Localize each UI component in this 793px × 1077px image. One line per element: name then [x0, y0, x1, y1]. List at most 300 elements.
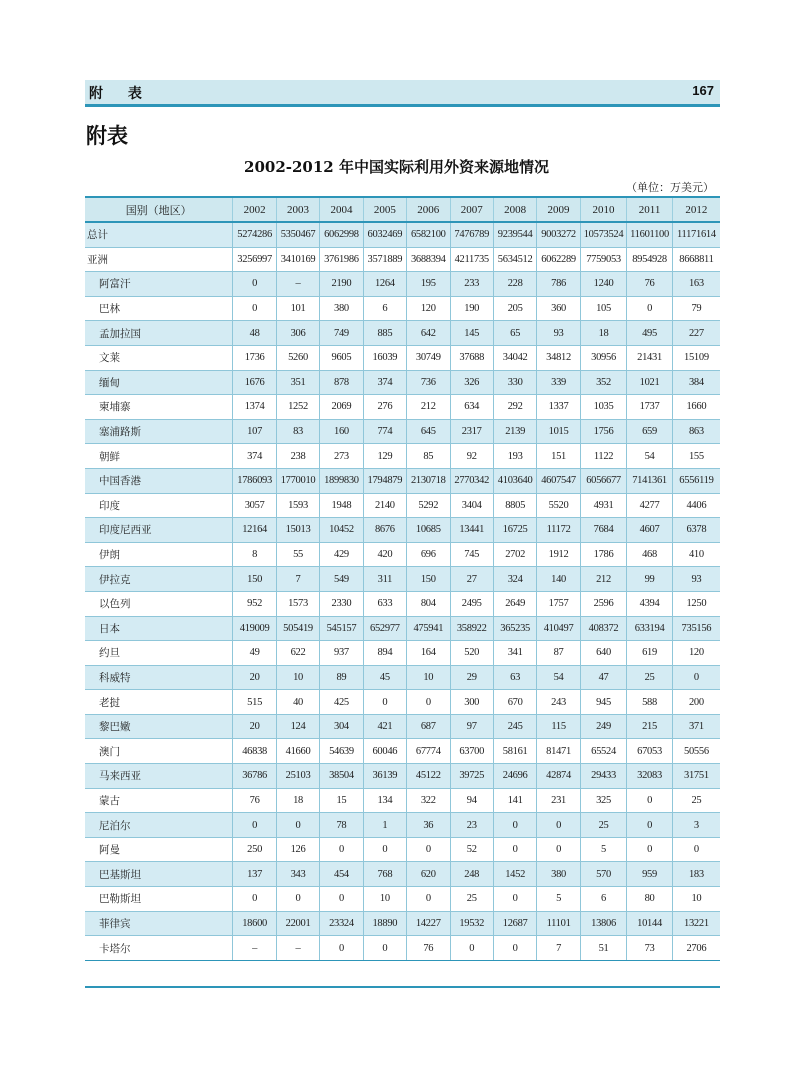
value-cell: 0: [407, 690, 450, 715]
region-name-cell: 朝鲜: [85, 444, 233, 469]
table-row: [85, 321, 720, 346]
value-cell: 6582100: [407, 222, 450, 247]
value-cell: 48: [233, 321, 276, 346]
value-cell: 429: [320, 542, 363, 567]
value-cell: 150: [233, 567, 276, 592]
value-cell: 0: [233, 887, 276, 912]
value-cell: 380: [537, 862, 580, 887]
value-cell: 245: [493, 714, 536, 739]
value-cell: 22001: [276, 911, 319, 936]
value-cell: 25: [450, 887, 493, 912]
value-cell: 36139: [363, 764, 406, 789]
value-cell: 38504: [320, 764, 363, 789]
table-row: [85, 911, 720, 936]
value-cell: 0: [363, 837, 406, 862]
value-cell: 633194: [627, 616, 673, 641]
column-header-year: 2009: [537, 197, 580, 222]
value-cell: 1015: [537, 419, 580, 444]
value-cell: 4607: [627, 518, 673, 543]
region-name-cell: 伊拉克: [85, 567, 233, 592]
table-row: [85, 714, 720, 739]
value-cell: 16039: [363, 345, 406, 370]
value-cell: 160: [320, 419, 363, 444]
value-cell: 215: [627, 714, 673, 739]
value-cell: 3057: [233, 493, 276, 518]
value-cell: 863: [672, 419, 720, 444]
value-cell: 687: [407, 714, 450, 739]
value-cell: 67774: [407, 739, 450, 764]
value-cell: 45122: [407, 764, 450, 789]
value-cell: 2596: [580, 591, 627, 616]
value-cell: 80: [627, 887, 673, 912]
value-cell: 622: [276, 641, 319, 666]
value-cell: 878: [320, 370, 363, 395]
value-cell: 20: [233, 714, 276, 739]
region-name-cell: 巴勒斯坦: [85, 887, 233, 912]
value-cell: 0: [537, 837, 580, 862]
value-cell: 34042: [493, 345, 536, 370]
value-cell: 101: [276, 296, 319, 321]
value-cell: 10: [672, 887, 720, 912]
value-cell: 1737: [627, 395, 673, 420]
value-cell: 351: [276, 370, 319, 395]
value-cell: 1035: [580, 395, 627, 420]
column-header-year: 2010: [580, 197, 627, 222]
value-cell: 1593: [276, 493, 319, 518]
value-cell: 1786093: [233, 468, 276, 493]
value-cell: 4103640: [493, 468, 536, 493]
table-row: [85, 665, 720, 690]
value-cell: 151: [537, 444, 580, 469]
value-cell: 1786: [580, 542, 627, 567]
value-cell: 410497: [537, 616, 580, 641]
value-cell: 1676: [233, 370, 276, 395]
table-row: [85, 690, 720, 715]
value-cell: 454: [320, 862, 363, 887]
value-cell: 54: [537, 665, 580, 690]
table-row: [85, 222, 720, 247]
value-cell: 0: [672, 665, 720, 690]
value-cell: 5350467: [276, 222, 319, 247]
region-name-cell: 日本: [85, 616, 233, 641]
value-cell: 13221: [672, 911, 720, 936]
value-cell: 141: [493, 788, 536, 813]
value-cell: 9239544: [493, 222, 536, 247]
value-cell: 11171614: [672, 222, 720, 247]
value-cell: 324: [493, 567, 536, 592]
value-cell: 1452: [493, 862, 536, 887]
value-cell: 1374: [233, 395, 276, 420]
value-cell: 164: [407, 641, 450, 666]
value-cell: 18: [580, 321, 627, 346]
value-cell: 619: [627, 641, 673, 666]
table-row: [85, 616, 720, 641]
value-cell: 1: [363, 813, 406, 838]
region-name-cell: 巴基斯坦: [85, 862, 233, 887]
value-cell: 2317: [450, 419, 493, 444]
value-cell: 0: [627, 837, 673, 862]
value-cell: 352: [580, 370, 627, 395]
region-name-cell: 巴林: [85, 296, 233, 321]
value-cell: 343: [276, 862, 319, 887]
value-cell: 0: [320, 936, 363, 961]
value-cell: 885: [363, 321, 406, 346]
region-name-cell: 马来西亚: [85, 764, 233, 789]
value-cell: 0: [493, 837, 536, 862]
table-row: [85, 395, 720, 420]
value-cell: 1770010: [276, 468, 319, 493]
value-cell: 292: [493, 395, 536, 420]
value-cell: 505419: [276, 616, 319, 641]
value-cell: 145: [450, 321, 493, 346]
value-cell: 520: [450, 641, 493, 666]
value-cell: 107: [233, 419, 276, 444]
value-cell: 41660: [276, 739, 319, 764]
value-cell: 193: [493, 444, 536, 469]
value-cell: 6062289: [537, 247, 580, 272]
value-cell: 65: [493, 321, 536, 346]
table-row: [85, 739, 720, 764]
investment-source-table: [85, 196, 720, 961]
value-cell: 76: [407, 936, 450, 961]
value-cell: 304: [320, 714, 363, 739]
value-cell: 2706: [672, 936, 720, 961]
value-cell: 238: [276, 444, 319, 469]
value-cell: 58161: [493, 739, 536, 764]
value-cell: 10144: [627, 911, 673, 936]
value-cell: 365235: [493, 616, 536, 641]
value-cell: 29: [450, 665, 493, 690]
value-cell: 13441: [450, 518, 493, 543]
value-cell: 640: [580, 641, 627, 666]
value-cell: 250: [233, 837, 276, 862]
value-cell: 3571889: [363, 247, 406, 272]
column-header-year: 2005: [363, 197, 406, 222]
value-cell: 515: [233, 690, 276, 715]
value-cell: 11601100: [627, 222, 673, 247]
value-cell: 374: [233, 444, 276, 469]
value-cell: 894: [363, 641, 406, 666]
value-cell: 1757: [537, 591, 580, 616]
value-cell: 4211735: [450, 247, 493, 272]
footer-rule: [85, 986, 720, 988]
value-cell: 358922: [450, 616, 493, 641]
value-cell: 374: [363, 370, 406, 395]
value-cell: 126: [276, 837, 319, 862]
value-cell: 94: [450, 788, 493, 813]
value-cell: 15: [320, 788, 363, 813]
value-cell: 300: [450, 690, 493, 715]
value-cell: 7: [537, 936, 580, 961]
value-cell: 1252: [276, 395, 319, 420]
value-cell: 1912: [537, 542, 580, 567]
value-cell: 46838: [233, 739, 276, 764]
value-cell: 31751: [672, 764, 720, 789]
value-cell: 83: [276, 419, 319, 444]
value-cell: 2140: [363, 493, 406, 518]
running-header: [85, 80, 720, 107]
value-cell: 54: [627, 444, 673, 469]
value-cell: 1264: [363, 272, 406, 297]
region-name-cell: 老挝: [85, 690, 233, 715]
column-header-year: 2003: [276, 197, 319, 222]
value-cell: –: [233, 936, 276, 961]
value-cell: 0: [627, 813, 673, 838]
value-cell: 3: [672, 813, 720, 838]
value-cell: 8954928: [627, 247, 673, 272]
region-name-cell: 科威特: [85, 665, 233, 690]
value-cell: 6556119: [672, 468, 720, 493]
value-cell: 34812: [537, 345, 580, 370]
value-cell: 81471: [537, 739, 580, 764]
value-cell: 92: [450, 444, 493, 469]
table-row: [85, 419, 720, 444]
value-cell: 495: [627, 321, 673, 346]
value-cell: 0: [363, 690, 406, 715]
value-cell: 25: [627, 665, 673, 690]
value-cell: 30749: [407, 345, 450, 370]
table-row: [85, 247, 720, 272]
value-cell: 0: [493, 813, 536, 838]
value-cell: 3404: [450, 493, 493, 518]
value-cell: 10573524: [580, 222, 627, 247]
column-header-year: 2004: [320, 197, 363, 222]
value-cell: 549: [320, 567, 363, 592]
value-cell: 11101: [537, 911, 580, 936]
value-cell: 419009: [233, 616, 276, 641]
value-cell: 85: [407, 444, 450, 469]
value-cell: 45: [363, 665, 406, 690]
value-cell: 0: [493, 936, 536, 961]
table-row: [85, 542, 720, 567]
value-cell: 36786: [233, 764, 276, 789]
table-row: [85, 788, 720, 813]
value-cell: 55: [276, 542, 319, 567]
value-cell: 4931: [580, 493, 627, 518]
value-cell: 12687: [493, 911, 536, 936]
region-name-cell: 澳门: [85, 739, 233, 764]
value-cell: 25: [580, 813, 627, 838]
value-cell: 0: [276, 813, 319, 838]
value-cell: 6: [363, 296, 406, 321]
value-cell: 65524: [580, 739, 627, 764]
value-cell: 620: [407, 862, 450, 887]
table-row: [85, 345, 720, 370]
value-cell: 945: [580, 690, 627, 715]
region-name-cell: 阿富汗: [85, 272, 233, 297]
column-header-region: 国别（地区）: [85, 197, 233, 222]
value-cell: 227: [672, 321, 720, 346]
region-name-cell: 亚洲: [85, 247, 233, 272]
value-cell: 231: [537, 788, 580, 813]
table-row: [85, 518, 720, 543]
value-cell: 248: [450, 862, 493, 887]
value-cell: 39725: [450, 764, 493, 789]
value-cell: 87: [537, 641, 580, 666]
value-cell: 27: [450, 567, 493, 592]
table-row: [85, 837, 720, 862]
value-cell: 6: [580, 887, 627, 912]
value-cell: 52: [450, 837, 493, 862]
region-name-cell: 总计: [85, 222, 233, 247]
value-cell: 7476789: [450, 222, 493, 247]
value-cell: 105: [580, 296, 627, 321]
table-row: [85, 862, 720, 887]
value-cell: 768: [363, 862, 406, 887]
value-cell: 78: [320, 813, 363, 838]
value-cell: 37688: [450, 345, 493, 370]
page-number: 167: [692, 83, 714, 98]
value-cell: 652977: [363, 616, 406, 641]
value-cell: 63700: [450, 739, 493, 764]
value-cell: 115: [537, 714, 580, 739]
region-name-cell: 孟加拉国: [85, 321, 233, 346]
value-cell: 63: [493, 665, 536, 690]
value-cell: 40: [276, 690, 319, 715]
value-cell: 633: [363, 591, 406, 616]
value-cell: 10685: [407, 518, 450, 543]
value-cell: 384: [672, 370, 720, 395]
value-cell: 73: [627, 936, 673, 961]
value-cell: 410: [672, 542, 720, 567]
table-row: [85, 813, 720, 838]
value-cell: 7141361: [627, 468, 673, 493]
value-cell: 140: [537, 567, 580, 592]
value-cell: 804: [407, 591, 450, 616]
value-cell: 3761986: [320, 247, 363, 272]
table-row: [85, 887, 720, 912]
value-cell: 786: [537, 272, 580, 297]
value-cell: 8676: [363, 518, 406, 543]
region-name-cell: 文莱: [85, 345, 233, 370]
region-name-cell: 柬埔寨: [85, 395, 233, 420]
value-cell: 5260: [276, 345, 319, 370]
value-cell: 2702: [493, 542, 536, 567]
value-cell: 745: [450, 542, 493, 567]
value-cell: 0: [537, 813, 580, 838]
value-cell: 0: [233, 296, 276, 321]
value-cell: 15013: [276, 518, 319, 543]
value-cell: 163: [672, 272, 720, 297]
value-cell: 326: [450, 370, 493, 395]
region-name-cell: 印度尼西亚: [85, 518, 233, 543]
value-cell: 243: [537, 690, 580, 715]
value-cell: 0: [407, 887, 450, 912]
value-cell: 10452: [320, 518, 363, 543]
value-cell: 341: [493, 641, 536, 666]
value-cell: 93: [537, 321, 580, 346]
value-cell: 25103: [276, 764, 319, 789]
value-cell: 212: [580, 567, 627, 592]
value-cell: 1240: [580, 272, 627, 297]
value-cell: 5292: [407, 493, 450, 518]
table-row: [85, 764, 720, 789]
value-cell: 51: [580, 936, 627, 961]
column-header-year: 2002: [233, 197, 276, 222]
value-cell: 311: [363, 567, 406, 592]
region-name-cell: 中国香港: [85, 468, 233, 493]
value-cell: 5: [537, 887, 580, 912]
value-cell: 150: [407, 567, 450, 592]
unit-note: （单位：万美元）: [626, 181, 714, 194]
value-cell: 339: [537, 370, 580, 395]
value-cell: 0: [672, 837, 720, 862]
value-cell: 645: [407, 419, 450, 444]
value-cell: 696: [407, 542, 450, 567]
value-cell: 200: [672, 690, 720, 715]
value-cell: 155: [672, 444, 720, 469]
region-name-cell: 菲律宾: [85, 911, 233, 936]
value-cell: 18890: [363, 911, 406, 936]
table-row: [85, 370, 720, 395]
value-cell: 276: [363, 395, 406, 420]
value-cell: 1122: [580, 444, 627, 469]
value-cell: 13806: [580, 911, 627, 936]
value-cell: 421: [363, 714, 406, 739]
value-cell: 1899830: [320, 468, 363, 493]
value-cell: 54639: [320, 739, 363, 764]
section-title: 附表: [86, 123, 128, 148]
value-cell: 212: [407, 395, 450, 420]
value-cell: 8668811: [672, 247, 720, 272]
value-cell: 10: [363, 887, 406, 912]
value-cell: 1794879: [363, 468, 406, 493]
value-cell: 76: [233, 788, 276, 813]
region-name-cell: 尼泊尔: [85, 813, 233, 838]
value-cell: 67053: [627, 739, 673, 764]
value-cell: 2495: [450, 591, 493, 616]
table-header-row: [85, 197, 720, 222]
value-cell: 29433: [580, 764, 627, 789]
column-header-year: 2011: [627, 197, 673, 222]
value-cell: 2649: [493, 591, 536, 616]
value-cell: 190: [450, 296, 493, 321]
value-cell: 249: [580, 714, 627, 739]
value-cell: 60046: [363, 739, 406, 764]
value-cell: 4394: [627, 591, 673, 616]
value-cell: 0: [450, 936, 493, 961]
value-cell: 475941: [407, 616, 450, 641]
value-cell: 137: [233, 862, 276, 887]
value-cell: 6062998: [320, 222, 363, 247]
value-cell: 0: [320, 887, 363, 912]
value-cell: 0: [627, 296, 673, 321]
value-cell: 425: [320, 690, 363, 715]
region-name-cell: 伊朗: [85, 542, 233, 567]
value-cell: 420: [363, 542, 406, 567]
table-row: [85, 296, 720, 321]
value-cell: 32083: [627, 764, 673, 789]
value-cell: 1021: [627, 370, 673, 395]
region-name-cell: 阿曼: [85, 837, 233, 862]
value-cell: 774: [363, 419, 406, 444]
value-cell: 670: [493, 690, 536, 715]
column-header-year: 2007: [450, 197, 493, 222]
value-cell: 18: [276, 788, 319, 813]
value-cell: 0: [407, 837, 450, 862]
region-name-cell: 卡塔尔: [85, 936, 233, 961]
value-cell: 736: [407, 370, 450, 395]
value-cell: 233: [450, 272, 493, 297]
value-cell: 325: [580, 788, 627, 813]
value-cell: 3688394: [407, 247, 450, 272]
value-cell: 570: [580, 862, 627, 887]
value-cell: 0: [233, 813, 276, 838]
table-title: 2002-2012 年中国实际利用外资来源地情况: [244, 158, 549, 176]
value-cell: 183: [672, 862, 720, 887]
table-row: [85, 272, 720, 297]
value-cell: 6056677: [580, 468, 627, 493]
